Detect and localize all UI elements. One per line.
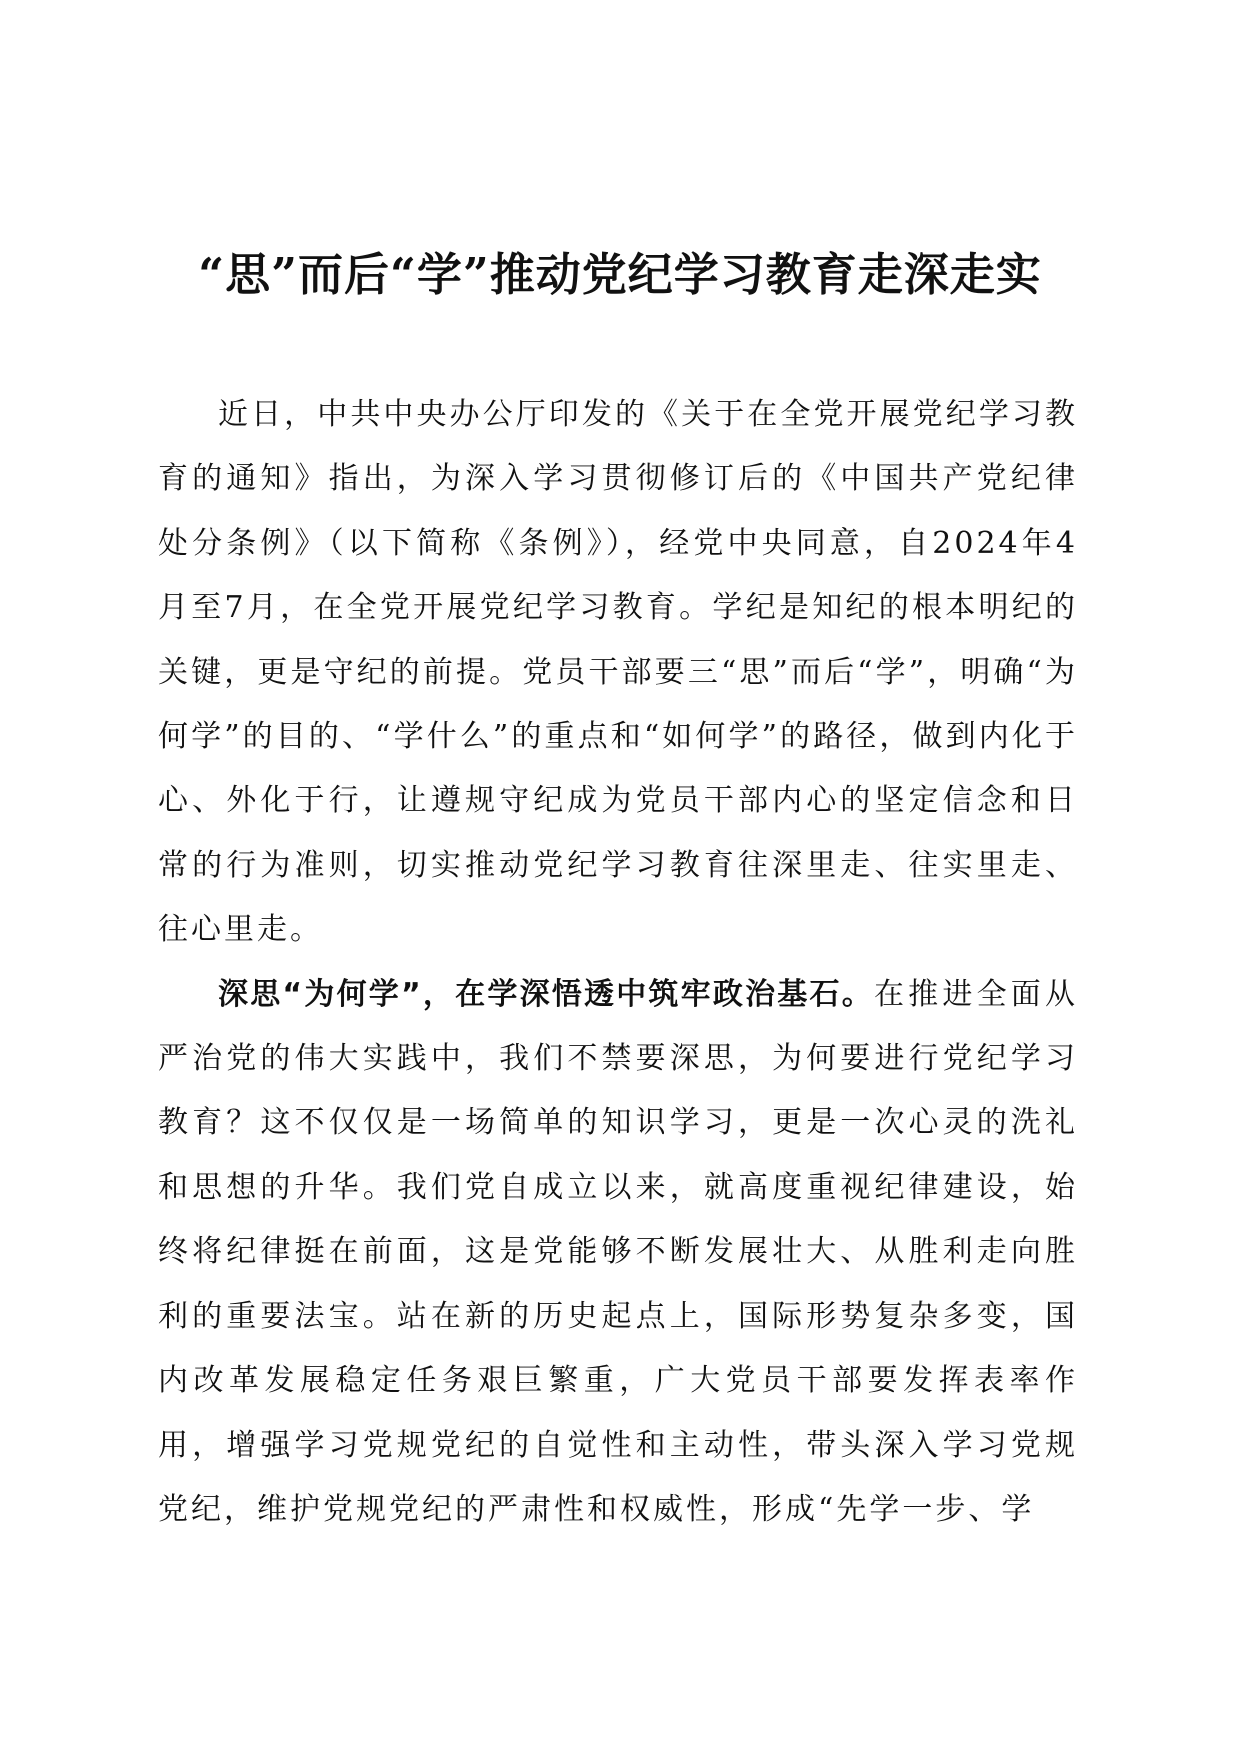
paragraph-1 — [158, 383, 1078, 963]
paragraph-2 — [158, 963, 1078, 1543]
paragraph-2-text: 在推进全面从严治党的伟大实践中，我们不禁要深思，为何要进行党纪学习教育？这不仅仅是一场简单的知识学习，更是一次心灵的洗礼和思想的升华。我们党自成立以来，就高度重视纪律建设，始终将纪律挺在前面，这是党能够不断发展壮大、从胜利走向胜利的重要法宝。站在新的历史起点上，国际形势复杂多变，国内改革发展稳定任务艰巨繁重，广大党员干部要发挥表率作用，增强学习党规党纪的自觉性和主动性，带头深入学习党规党纪，维护党规党纪的严肃性和权威性，形成“先学一步、学 — [158, 976, 1079, 1527]
document-body — [158, 383, 1078, 1542]
document-title: “思”而后“学”推动党纪学习教育走深走实 — [198, 248, 1042, 301]
paragraph-1-text: 近日，中共中央办公厅印发的《关于在全党开展党纪学习教育的通知》指出，为深入学习贯彻修订后的《中国共产党纪律处分条例》（以下简称《条例》），经党中央同意，自2024年4月至7月，在全党开展党纪学习教育。学纪是知纪的根本明纪的关键，更是守纪的前提。党员干部要三“思”而后“学”，明确“为何学”的目的、“学什么”的重点和“如何学”的路径，做到内化于心、外化于行，让遵规守纪成为党员干部内心的坚定信念和日常的行为准则，切实推动党纪学习教育往深里走、往实里走、往心里走。 — [158, 397, 1078, 948]
paragraph-2-heading: 深思“为何学”，在学深悟透中筑牢政治基石。 — [218, 976, 874, 1012]
